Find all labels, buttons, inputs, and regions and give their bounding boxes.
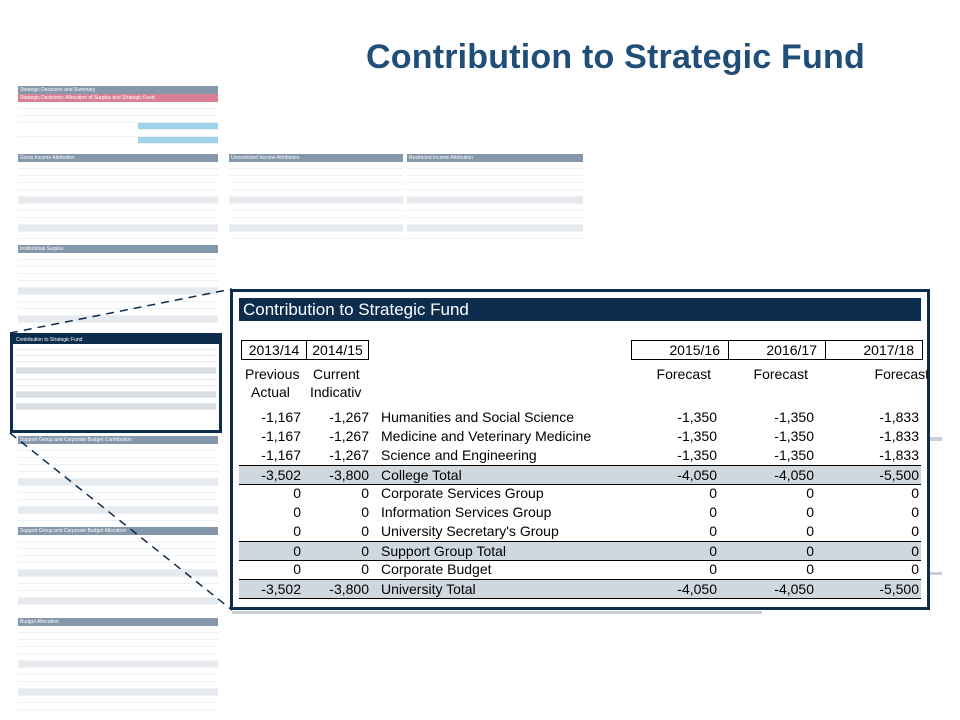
row-value-prev: -1,167 (261, 428, 301, 444)
row-value-f3: -1,833 (879, 409, 919, 425)
row-label: University Secretary's Group (381, 523, 559, 539)
year-f2: 2016/17 (728, 340, 826, 360)
header-curr-line2: Indicativ (310, 384, 362, 400)
mini-budget-header: Budget Allocation (18, 618, 218, 626)
table-row (239, 503, 921, 521)
row-value-f1: 0 (709, 485, 717, 501)
mini-support-2-header: Support Group and Corporate Budget Allocation (18, 527, 218, 535)
row-value-f2: 0 (806, 504, 814, 520)
row-value-prev: 0 (293, 561, 301, 577)
table-row (239, 560, 921, 578)
row-value-curr: 0 (361, 561, 369, 577)
header-f2: Forecast (753, 366, 808, 382)
row-value-f2: -1,350 (774, 447, 814, 463)
table-row (239, 541, 921, 561)
row-value-curr: -1,267 (329, 447, 369, 463)
row-value-f1: 0 (709, 543, 717, 559)
table-row (239, 427, 921, 445)
row-label: Support Group Total (381, 543, 507, 559)
header-f3: Forecast (874, 366, 929, 382)
row-value-f3: 0 (911, 485, 919, 501)
row-value-prev: 0 (293, 543, 301, 559)
row-value-curr: -1,267 (329, 428, 369, 444)
row-value-f2: 0 (806, 561, 814, 577)
row-value-f1: 0 (709, 504, 717, 520)
year-f1: 2015/16 (631, 340, 729, 360)
row-value-f3: 0 (911, 504, 919, 520)
row-value-curr: 0 (361, 523, 369, 539)
row-value-f3: -5,500 (879, 467, 919, 483)
table-row (239, 446, 921, 464)
row-label: Information Services Group (381, 504, 552, 520)
row-value-curr: 0 (361, 543, 369, 559)
row-value-f1: -1,350 (677, 409, 717, 425)
row-value-f1: 0 (709, 523, 717, 539)
table-row (239, 522, 921, 540)
mini-strategic-fund-highlight (10, 333, 222, 433)
row-value-prev: 0 (293, 523, 301, 539)
table-row (239, 579, 921, 599)
row-label: Science and Engineering (381, 447, 537, 463)
row-value-f2: 0 (806, 485, 814, 501)
table-row (239, 465, 921, 485)
row-value-f3: 0 (911, 543, 919, 559)
row-value-prev: -3,502 (261, 581, 301, 597)
row-label: Corporate Budget (381, 561, 492, 577)
row-label: University Total (381, 581, 476, 597)
row-value-prev: -1,167 (261, 409, 301, 425)
slide-title: Contribution to Strategic Fund (366, 38, 865, 76)
row-value-prev: 0 (293, 504, 301, 520)
row-label: Medicine and Veterinary Medicine (381, 428, 592, 444)
row-value-f2: -4,050 (774, 467, 814, 483)
row-value-f2: -4,050 (774, 581, 814, 597)
year-f3: 2017/18 (825, 340, 923, 360)
row-value-curr: 0 (361, 485, 369, 501)
row-value-f1: -1,350 (677, 428, 717, 444)
row-value-prev: 0 (293, 485, 301, 501)
header-prev-line1: Previous (245, 366, 300, 382)
row-value-curr: 0 (361, 504, 369, 520)
row-value-prev: -3,502 (261, 467, 301, 483)
row-value-f3: 0 (911, 561, 919, 577)
row-value-f3: 0 (911, 523, 919, 539)
row-value-f2: 0 (806, 543, 814, 559)
mini-strategic-fund-title: Contribution to Strategic Fund (13, 336, 219, 344)
mini-surplus-header: Institutional Surplus (18, 245, 218, 253)
panel-title: Contribution to Strategic Fund (239, 298, 921, 321)
row-value-curr: -3,800 (329, 467, 369, 483)
strategic-fund-panel (230, 289, 930, 610)
year-curr: 2014/15 (306, 340, 369, 360)
mini-gross-income-header: Gross Income Attribution (18, 154, 218, 162)
year-prev: 2013/14 (241, 340, 307, 360)
row-value-curr: -1,267 (329, 409, 369, 425)
row-value-f3: -5,500 (879, 581, 919, 597)
mini-sub-header: Strategic Decisions: Allocation of Surplus and Strategic Fund (18, 94, 218, 102)
row-label: College Total (381, 467, 462, 483)
row-label: Corporate Services Group (381, 485, 544, 501)
mini-support-1-header: Support Group and Corporate Budget Contribution (18, 436, 218, 444)
row-value-f1: -4,050 (677, 581, 717, 597)
row-value-f3: -1,833 (879, 447, 919, 463)
row-label: Humanities and Social Science (381, 409, 574, 425)
header-prev-line2: Actual (251, 384, 290, 400)
row-value-f2: -1,350 (774, 409, 814, 425)
table-row (239, 484, 921, 502)
table-row (239, 408, 921, 426)
mini-unrestricted-header: Unrestricted Income Attribution (229, 154, 403, 162)
mini-summary-header: Strategic Decisions and Summary (18, 86, 218, 94)
row-value-f1: 0 (709, 561, 717, 577)
row-value-f1: -4,050 (677, 467, 717, 483)
row-value-curr: -3,800 (329, 581, 369, 597)
row-value-f1: -1,350 (677, 447, 717, 463)
row-value-f3: -1,833 (879, 428, 919, 444)
row-value-f2: -1,350 (774, 428, 814, 444)
row-value-prev: -1,167 (261, 447, 301, 463)
mini-restricted-header: Restricted Income Attribution (407, 154, 583, 162)
row-value-f2: 0 (806, 523, 814, 539)
header-curr-line1: Current (313, 366, 360, 382)
header-f1: Forecast (656, 366, 711, 382)
